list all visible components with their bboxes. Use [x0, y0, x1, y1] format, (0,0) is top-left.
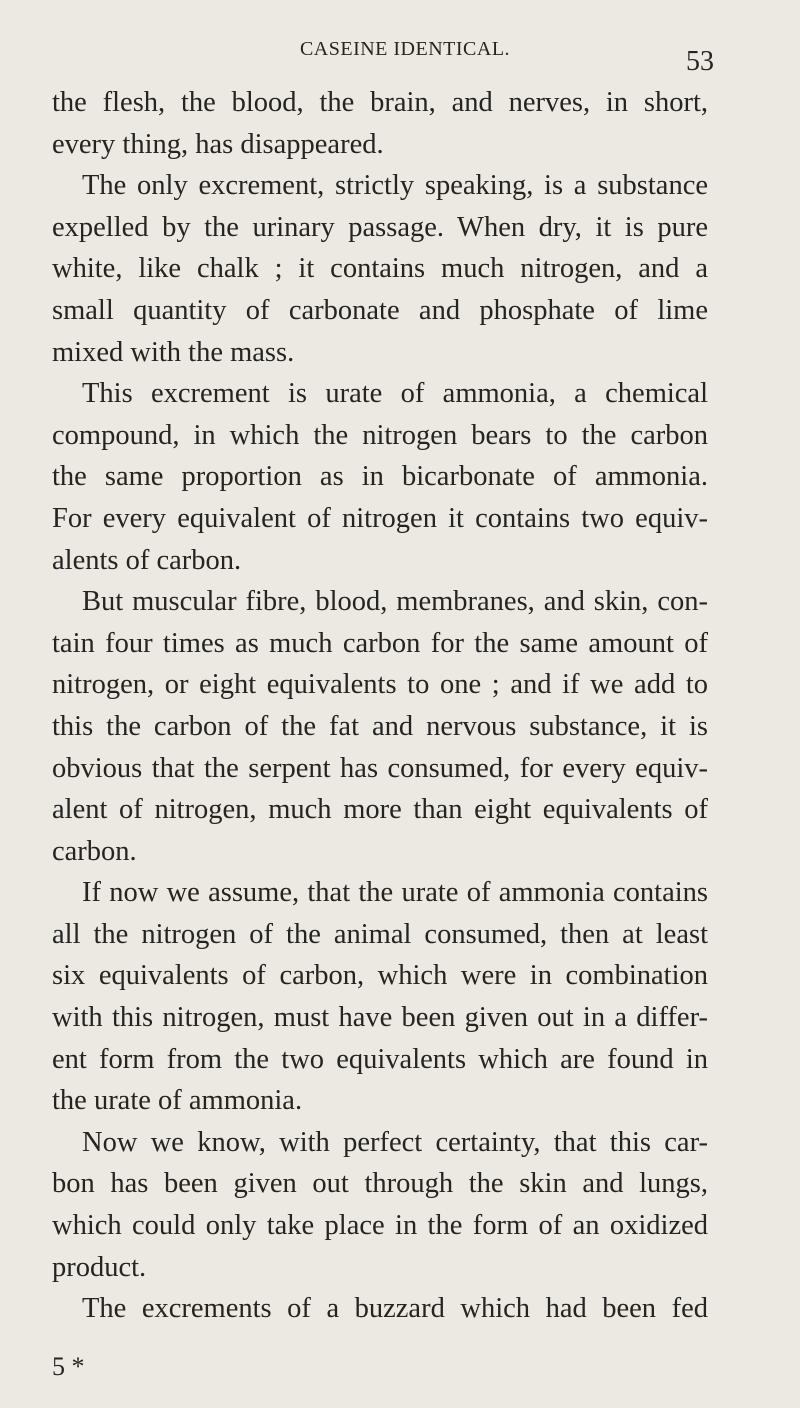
text-line: Now we know, with perfect certainty, that this car-: [82, 1126, 708, 1158]
signature-mark: 5 *: [52, 1352, 85, 1381]
text-line: six equivalents of carbon, which were in combination: [52, 960, 708, 992]
text-line: compound, in which the nitrogen bears to the carbon: [52, 419, 708, 451]
body-text: [52, 82, 708, 1330]
text-line: obvious that the serpent has consumed, for every equiv-: [52, 752, 708, 784]
text-line: tain four times as much carbon for the same amount of: [52, 627, 708, 659]
text-line: ent form from the two equivalents which are found in: [52, 1043, 708, 1075]
text-line: small quantity of carbonate and phosphate of lime: [52, 294, 708, 326]
text-line: This excrement is urate of ammonia, a chemical: [82, 378, 708, 410]
text-line: this the carbon of the fat and nervous substance, it is: [52, 710, 708, 742]
text-line: expelled by the urinary passage. When dry, it is pure: [52, 211, 708, 243]
text-line: If now we assume, that the urate of ammonia contains: [82, 877, 708, 909]
text-line: which could only take place in the form of an oxidized: [52, 1210, 708, 1242]
text-line: the urate of ammonia.: [52, 1085, 303, 1117]
text-line: with this nitrogen, must have been given out in a differ-: [52, 1002, 708, 1034]
text-line: mixed with the mass.: [52, 336, 295, 368]
text-line: white, like chalk ; it contains much nitrogen, and a: [52, 253, 708, 285]
text-line: the flesh, the blood, the brain, and nerves, in short,: [52, 87, 708, 118]
text-line: The excrements of a buzzard which had been fed: [82, 1293, 708, 1325]
text-line: product.: [52, 1251, 147, 1283]
running-title: CASEINE IDENTICAL.: [299, 38, 511, 60]
text-line: For every equivalent of nitrogen it contains two equiv-: [52, 502, 708, 534]
text-line: all the nitrogen of the animal consumed, then at least: [52, 918, 708, 950]
page-number: 53: [686, 46, 714, 77]
text-line: the same proportion as in bicarbonate of ammonia.: [52, 461, 708, 493]
text-line: alent of nitrogen, much more than eight equivalents of: [52, 794, 708, 826]
text-line: But muscular fibre, blood, membranes, and skin, con-: [82, 586, 708, 618]
text-line: carbon.: [52, 835, 137, 867]
text-line: nitrogen, or eight equivalents to one ; and if we add to: [52, 669, 708, 701]
text-line: alents of carbon.: [52, 544, 242, 576]
text-line: The only excrement, strictly speaking, is a substance: [82, 170, 708, 202]
text-line: bon has been given out through the skin and lungs,: [52, 1168, 708, 1200]
text-line: every thing, has disappeared.: [52, 128, 384, 160]
